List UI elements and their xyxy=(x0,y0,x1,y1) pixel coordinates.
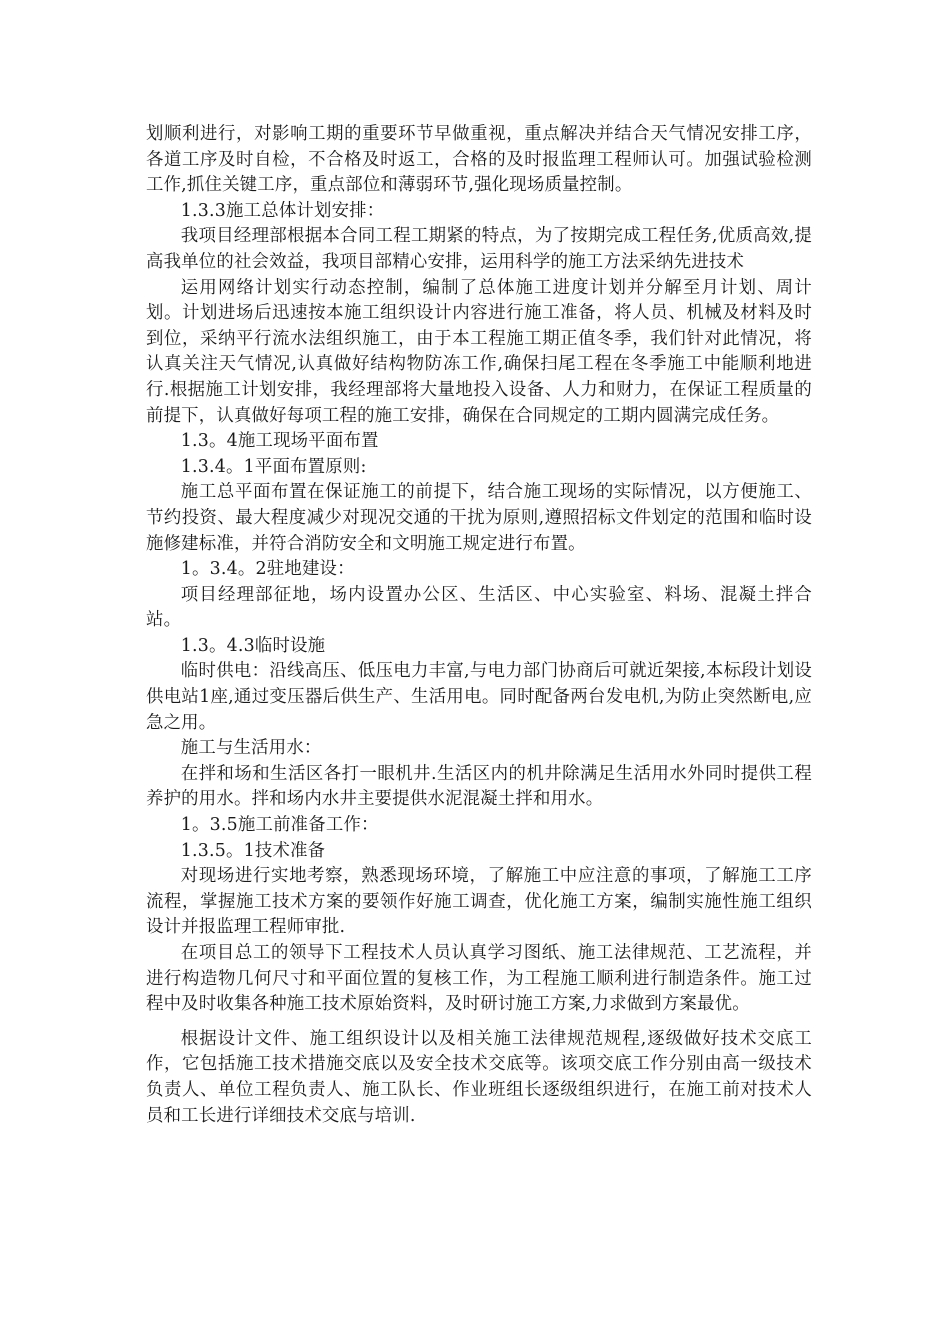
section-heading: 1.3.3施工总体计划安排： xyxy=(180,200,385,221)
section-heading: 1.3.5。1技术准备 xyxy=(180,840,326,861)
section-heading: 1。3.5施工前准备工作： xyxy=(180,815,379,836)
paragraph: 我项目经理部根据本合同工程工期紧的特点，为了按期完成工程任务,优质高效,提高我单位的社会效益，我项目部精心安排，运用科学的施工方法采纳先进技术 xyxy=(146,226,812,272)
section-heading: 施工与生活用水： xyxy=(180,738,322,759)
section-heading: 1。3.4。2驻地建设： xyxy=(180,559,355,580)
paragraph: 根据设计文件、施工组织设计以及相关施工法律规范规程,逐级做好技术交底工作，它包括施工技术措施交底以及安全技术交底等。该项交底工作分别由高一级技术负责人、单位工程负责人、施工队长、作业班组长逐级组织进行，在施工前对技术人员和工长进行详细技术交底与培训. xyxy=(146,1028,812,1126)
paragraph-spacer xyxy=(146,1018,812,1027)
paragraph: 在项目总工的领导下工程技术人员认真学习图纸、施工法律规范、工艺流程，并进行构造物几何尺寸和平面位置的复核工作，为工程施工顺利进行制造条件。施工过程中及时收集各种施工技术原始资料，及时研讨施工方案,力求做到方案最优。 xyxy=(146,943,812,1015)
section-heading: 1.3.4。1平面布置原则: xyxy=(180,456,367,477)
paragraph: 运用网络计划实行动态控制，编制了总体施工进度计划并分解至月计划、周计划。计划进场后迅速按本施工组织设计内容进行施工准备，将人员、机械及材料及时到位，采纳平行流水法组织施工，由于本工程施工期正值冬季，我们针对此情况，将认真关注天气情况,认真做好结构物防冻工作,确保扫尾工程在冬季施工中能顺利地进行.根据施工计划安排，我经理部将大量地投入设备、人力和财力，在保证工程质量的前提下，认真做好每项工程的施工安排，确保在合同规定的工期内圆满完成任务。 xyxy=(146,277,812,426)
document-page xyxy=(146,122,812,1129)
paragraph: 施工总平面布置在保证施工的前提下，结合施工现场的实际情况，以方便施工、节约投资、最大程度减少对现况交通的干扰为原则,遵照招标文件划定的范围和临时设施修建标准，并符合消防安全和文明施工规定进行布置。 xyxy=(146,482,812,554)
paragraph: 在拌和场和生活区各打一眼机井.生活区内的机井除满足生活用水外同时提供工程养护的用水。拌和场内水井主要提供水泥混凝土拌和用水。 xyxy=(146,763,812,810)
section-heading: 1.3。4施工现场平面布置 xyxy=(180,431,379,452)
paragraph: 对现场进行实地考察，熟悉现场环境，了解施工中应注意的事项，了解施工工序流程，掌握施工技术方案的要领作好施工调查，优化施工方案，编制实施性施工组织设计并报监理工程师审批. xyxy=(146,866,812,938)
section-heading: 1.3。4.3临时设施 xyxy=(180,635,326,656)
paragraph: 划顺利进行，对影响工期的重要环节早做重视，重点解决并结合天气情况安排工序，各道工序及时自检，不合格及时返工，合格的及时报监理工程师认可。加强试验检测工作,抓住关键工序，重点部位和薄弱环节,强化现场质量控制。 xyxy=(146,124,812,196)
paragraph: 项目经理部征地，场内设置办公区、生活区、中心实验室、料场、混凝土拌合站。 xyxy=(146,584,812,631)
paragraph: 临时供电：沿线高压、低压电力丰富,与电力部门协商后可就近架接,本标段计划设供电站1座,通过变压器后供生产、生活用电。同时配备两台发电机,为防止突然断电,应急之用。 xyxy=(146,661,812,733)
